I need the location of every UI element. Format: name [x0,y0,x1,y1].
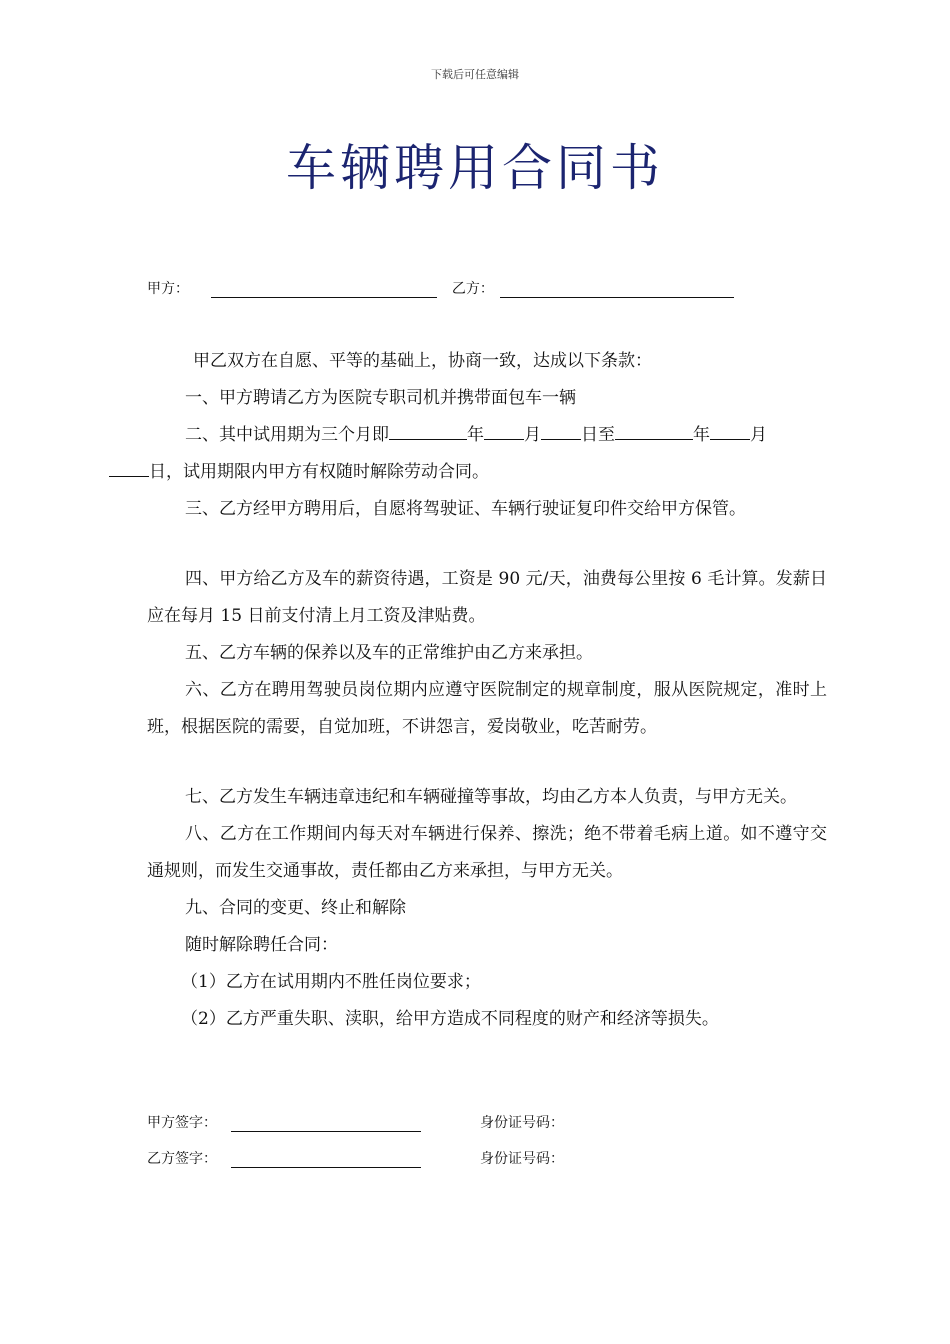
party-a-line [211,281,437,298]
clause-1: 一、甲方聘请乙方为医院专职司机并携带面包车一辆 [185,388,576,408]
clause-4: 四、甲方给乙方及车的薪资待遇，工资是 90 元/天，油费每公里按 6 毛计算。发薪日应在每月 15 日前支付清上月工资及津贴费。 [147,569,827,626]
blank-day-1 [541,417,581,440]
clause-8: 八、乙方在工作期间内每天对车辆进行保养、擦洗；绝不带着毛病上道。如不遵守交通规则，而发生交通事故，责任都由乙方来承担，与甲方无关。 [147,824,827,881]
party-a-sign-label: 甲方签字： [147,1115,217,1131]
clause-7: 七、乙方发生车辆违章违纪和车辆碰撞等事故，均由乙方本人负责，与甲方无关。 [185,787,797,807]
header-note: 下载后可任意编辑 [431,68,519,81]
clause-intro: 甲乙双方在自愿、平等的基础上，协商一致，达成以下条款： [193,351,652,371]
clause-2-month-1: 月 [524,425,541,445]
clause-9-item-1: （1）乙方在试用期内不胜任岗位要求； [181,972,481,992]
clause-3: 三、乙方经甲方聘用后，自愿将驾驶证、车辆行驶证复印件交给甲方保管。 [185,499,746,519]
blank-month-1 [484,417,524,440]
clause-2-text: 二、其中试用期为三个月即 [185,425,389,445]
signature-row-a [147,1112,564,1132]
page-title: 车辆聘用合同书 [286,139,664,197]
clause-2-day-1: 日至 [581,425,615,445]
party-b-id-label: 身份证号码： [480,1151,564,1167]
clause-2-rest: 日，试用期限内甲方有权随时解除劳动合同。 [149,462,489,482]
blank-year-2 [615,417,693,440]
party-b-sign-label: 乙方签字： [147,1151,217,1167]
party-b-line [500,281,734,298]
blank-day-2 [109,454,149,477]
blank-month-2 [710,417,750,440]
blank-year-1 [389,417,467,440]
parties-row [147,278,734,298]
clause-2-year-1: 年 [467,425,484,445]
party-b-sign-line [231,1151,421,1168]
clause-2-year-2: 年 [693,425,710,445]
clause-5: 五、乙方车辆的保养以及车的正常维护由乙方来承担。 [185,643,593,663]
clause-9: 九、合同的变更、终止和解除 [185,898,406,918]
party-a-label: 甲方： [147,281,189,297]
contract-body [147,343,827,1038]
signature-row-b [147,1148,564,1168]
clause-9-lead: 随时解除聘任合同： [185,935,338,955]
clause-2-month-2: 月 [750,425,767,445]
party-a-sign-line [231,1115,421,1132]
clause-6: 六、乙方在聘用驾驶员岗位期内应遵守医院制定的规章制度，服从医院规定，准时上班，根据医院的需要，自觉加班，不讲怨言，爱岗敬业，吃苦耐劳。 [147,680,827,737]
party-a-id-label: 身份证号码： [480,1115,564,1131]
clause-9-item-2: （2）乙方严重失职、渎职，给甲方造成不同程度的财产和经济等损失。 [181,1009,719,1029]
clause-2 [147,417,827,491]
party-b-label: 乙方： [451,281,494,297]
